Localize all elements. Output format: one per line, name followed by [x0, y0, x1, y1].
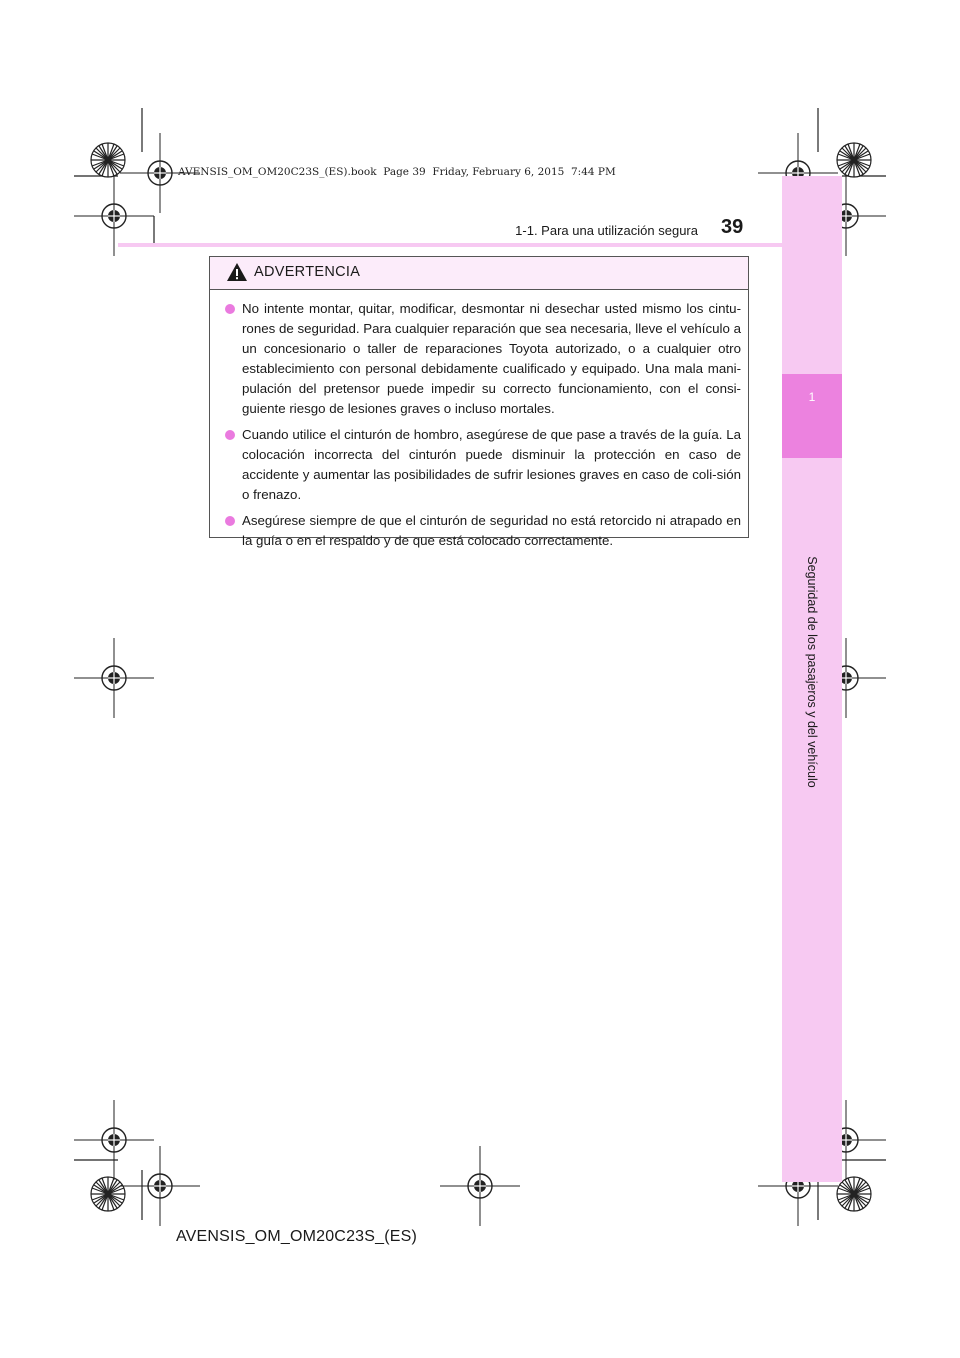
chapter-title: Seguridad de los pasajeros y del vehículo — [805, 556, 819, 788]
warning-triangle-icon — [226, 262, 248, 282]
chapter-number-tab — [782, 374, 842, 458]
warning-text: Cuando utilice el cinturón de hombro, asegúrese de que pase a través de la guía. La colocación incorrecta del cinturón puede disminuir la protección en caso de accidente y aumentar las posibilidades de sufrir lesiones graves en caso de coli-sión o frenazo. — [242, 427, 741, 502]
bullet-icon — [225, 304, 235, 314]
warning-list — [223, 299, 741, 557]
warning-box — [209, 256, 749, 548]
warning-header — [210, 257, 748, 290]
print-info: AVENSIS_OM_OM20C23S_(ES).book Page 39 Friday, February 6, 2015 7:44 PM — [178, 166, 616, 178]
document-code: AVENSIS_OM_OM20C23S_(ES) — [176, 1228, 418, 1245]
warning-title: ADVERTENCIA — [254, 264, 361, 280]
warning-text: Asegúrese siempre de que el cinturón de seguridad no está retorcido ni atrapado en la guía o en el respaldo y de que está colocado correctamente. — [242, 513, 741, 548]
list-item — [223, 425, 741, 505]
bullet-icon — [225, 430, 235, 440]
header-rule — [118, 243, 842, 247]
list-item — [223, 299, 741, 419]
bullet-icon — [225, 516, 235, 526]
page-number: 39 — [721, 216, 744, 238]
list-item — [223, 511, 741, 551]
chapter-number: 1 — [808, 390, 816, 404]
warning-text: No intente montar, quitar, modificar, desmontar ni desechar usted mismo los cintu-rones de seguridad. Para cualquier reparación que sea necesaria, lleve el vehículo a un concesionario o taller de reparaciones Toyota autorizado, o a cualquier otro establecimiento con personal debidamente cualificado y equipado. Una mala mani-pulación del pretensor puede impedir su correcto funcionamiento, con el consi-guiente riesgo de lesiones graves o incluso mortales. — [242, 301, 741, 416]
section-title: 1-1. Para una utilización segura — [515, 223, 698, 238]
